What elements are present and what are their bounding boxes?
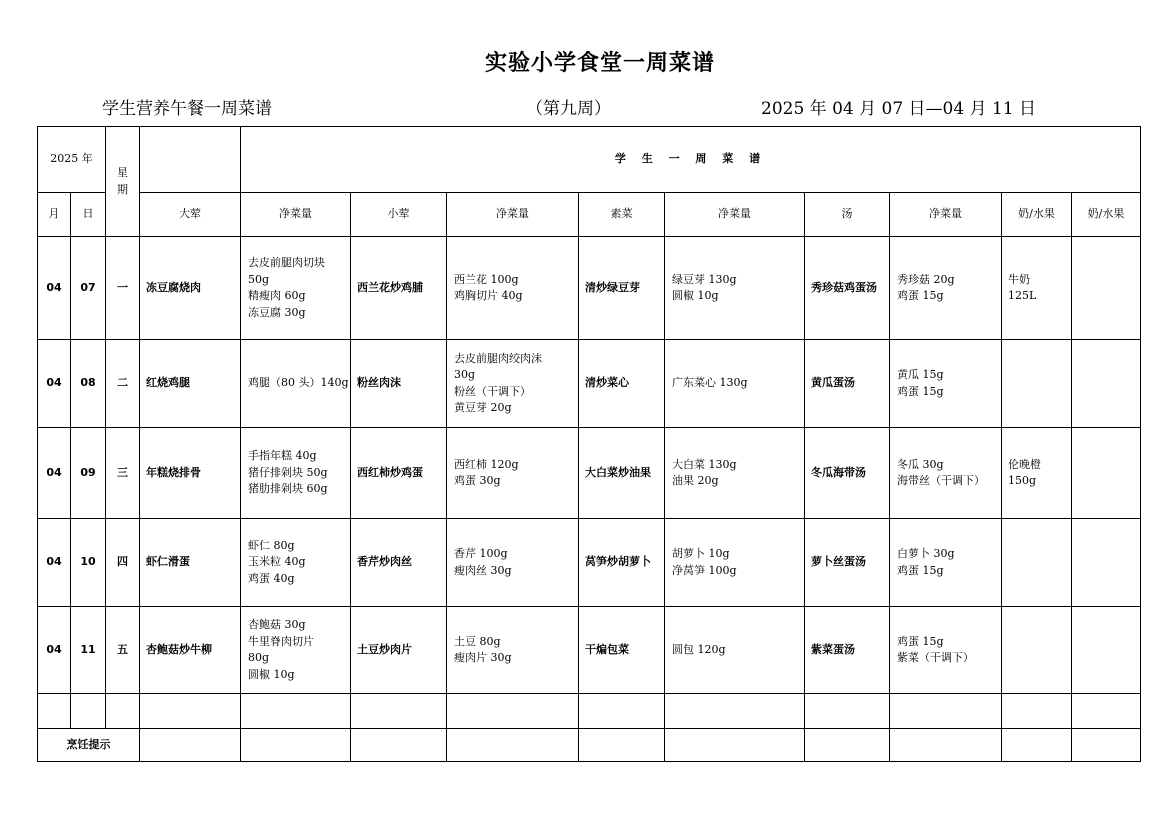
empty-cell	[447, 694, 579, 729]
ingredient-line: 50g	[248, 272, 270, 286]
milk-fruit-cell-2	[1072, 428, 1141, 519]
ingredient-line: 去皮前腿肉切块	[248, 256, 325, 269]
weekday-cell: 二	[106, 340, 140, 428]
ingredient-line: 80g	[248, 651, 270, 664]
ingredient-line: 胡萝卜 10g	[672, 547, 730, 560]
day-header: 日	[71, 193, 106, 237]
ingredient-line: 紫菜（干调下）	[897, 651, 974, 664]
small-dish-cell: 香芹炒肉丝	[351, 519, 447, 607]
month-cell: 04	[38, 519, 71, 607]
weekly-menu-table	[37, 126, 1141, 762]
date-range: 2025 年 04 月 07 日—04 月 11 日	[761, 99, 1037, 119]
soup-net-cell	[890, 237, 1002, 340]
year-header: 2025 年	[38, 127, 106, 193]
net-weight-header-2: 净菜量	[447, 193, 579, 237]
ingredient-line: 猪肋排剁块 60g	[248, 482, 328, 496]
empty-cell	[805, 694, 890, 729]
small-dish-cell: 粉丝肉沫	[351, 340, 447, 428]
veg-net-cell	[665, 607, 805, 694]
main-dish-cell: 红烧鸡腿	[140, 340, 241, 428]
table-row	[38, 428, 1141, 519]
main-net-cell	[241, 428, 351, 519]
ingredient-line: 西兰花 100g	[454, 272, 519, 286]
cooking-tips-cell	[447, 729, 579, 762]
ingredient-line: 黄瓜 15g	[897, 368, 944, 381]
cooking-tips-cell	[1072, 729, 1141, 762]
ingredient-line: 瘦肉片 30g	[454, 651, 512, 664]
soup-header: 汤	[805, 193, 890, 237]
empty-row	[38, 694, 1141, 729]
veg-dish-cell: 干煸包菜	[579, 607, 665, 694]
ingredient-line: 鸡蛋 15g	[897, 289, 944, 302]
ingredient-line: 去皮前腿肉绞肉沫	[454, 351, 542, 365]
net-weight-header-4: 净菜量	[890, 193, 1002, 237]
milk-fruit-cell	[1002, 607, 1072, 694]
day-cell: 07	[71, 237, 106, 340]
ingredient-line: 精瘦肉 60g	[248, 289, 306, 302]
empty-cell	[665, 694, 805, 729]
ingredient-line: 猪仔排剁块 50g	[248, 465, 328, 479]
milk-fruit-cell-2	[1072, 237, 1141, 340]
ingredient-line: 圆椒 10g	[248, 667, 295, 681]
small-net-cell	[447, 428, 579, 519]
soup-dish-cell: 萝卜丝蛋汤	[805, 519, 890, 607]
ingredient-line: 鸡蛋 15g	[897, 563, 944, 577]
milk-fruit-cell-2	[1072, 340, 1141, 428]
milk-fruit-line: 牛奶	[1008, 272, 1030, 286]
veg-net-cell	[665, 237, 805, 340]
empty-cell	[241, 694, 351, 729]
cooking-tips-cell	[351, 729, 447, 762]
blank-header-cell	[140, 127, 241, 193]
header-row-top	[38, 127, 1141, 193]
ingredient-line: 虾仁 80g	[248, 538, 295, 552]
small-dish-cell: 西红柿炒鸡蛋	[351, 428, 447, 519]
weekday-cell: 五	[106, 607, 140, 694]
ingredient-line: 杏鲍菇 30g	[248, 618, 306, 631]
empty-cell	[351, 694, 447, 729]
ingredient-line: 冻豆腐 30g	[248, 305, 306, 319]
main-dish-cell: 冻豆腐烧肉	[140, 237, 241, 340]
soup-dish-cell: 黄瓜蛋汤	[805, 340, 890, 428]
weekday-cell: 三	[106, 428, 140, 519]
day-cell: 11	[71, 607, 106, 694]
main-net-cell	[241, 237, 351, 340]
veg-net-cell	[665, 340, 805, 428]
month-cell: 04	[38, 237, 71, 340]
soup-net-cell	[890, 428, 1002, 519]
milk-fruit-header-2: 奶/水果	[1072, 193, 1141, 237]
ingredient-line: 黄豆芽 20g	[454, 401, 512, 414]
milk-fruit-line: 125L	[1008, 289, 1037, 302]
cooking-tips-label: 烹饪提示	[38, 729, 140, 762]
milk-fruit-cell-2	[1072, 519, 1141, 607]
weekday-header	[106, 127, 140, 237]
month-header: 月	[38, 193, 71, 237]
ingredient-line: 鸡胸切片 40g	[454, 289, 523, 302]
subtitle-left: 学生营养午餐一周菜谱	[102, 99, 272, 119]
month-cell: 04	[38, 428, 71, 519]
cooking-tips-cell	[665, 729, 805, 762]
month-cell: 04	[38, 607, 71, 694]
weekday-label: 星期	[117, 166, 128, 196]
ingredient-line: 瘦肉丝 30g	[454, 563, 512, 577]
day-cell: 09	[71, 428, 106, 519]
vegetable-header: 素菜	[579, 193, 665, 237]
ingredient-line: 鸡蛋 15g	[897, 384, 944, 398]
cooking-tips-cell	[890, 729, 1002, 762]
table-row	[38, 607, 1141, 694]
small-net-cell	[447, 519, 579, 607]
ingredient-line: 土豆 80g	[454, 634, 501, 648]
small-net-cell	[447, 237, 579, 340]
cooking-tips-cell	[241, 729, 351, 762]
veg-dish-cell: 莴笋炒胡萝卜	[579, 519, 665, 607]
empty-cell	[890, 694, 1002, 729]
ingredient-line: 净莴笋 100g	[672, 563, 737, 577]
ingredient-line: 绿豆芽 130g	[672, 272, 737, 286]
soup-dish-cell: 秀珍菇鸡蛋汤	[805, 237, 890, 340]
empty-cell	[38, 694, 71, 729]
small-dish-cell: 西兰花炒鸡脯	[351, 237, 447, 340]
main-net-cell	[241, 607, 351, 694]
empty-cell	[1002, 694, 1072, 729]
small-net-cell	[447, 340, 579, 428]
week-number: （第九周）	[526, 99, 611, 119]
main-dish-cell: 年糕烧排骨	[140, 428, 241, 519]
small-meat-header: 小荤	[351, 193, 447, 237]
ingredient-line: 秀珍菇 20g	[897, 272, 955, 286]
milk-fruit-header-1: 奶/水果	[1002, 193, 1072, 237]
veg-dish-cell: 清炒绿豆芽	[579, 237, 665, 340]
empty-cell	[106, 694, 140, 729]
veg-dish-cell: 清炒菜心	[579, 340, 665, 428]
weekday-cell: 四	[106, 519, 140, 607]
ingredient-line: 鸡蛋 40g	[248, 571, 295, 585]
small-dish-cell: 土豆炒肉片	[351, 607, 447, 694]
veg-dish-cell: 大白菜炒油果	[579, 428, 665, 519]
cooking-tips-cell	[579, 729, 665, 762]
ingredient-line: 圆包 120g	[672, 642, 726, 656]
soup-dish-cell: 冬瓜海带汤	[805, 428, 890, 519]
main-net-cell	[241, 519, 351, 607]
ingredient-line: 牛里脊肉切片	[248, 634, 314, 648]
main-net-cell	[241, 340, 351, 428]
main-dish-cell: 杏鲍菇炒牛柳	[140, 607, 241, 694]
ingredient-line: 西红柿 120g	[454, 457, 519, 471]
menu-banner: 学 生 一 周 菜 谱	[241, 127, 1141, 193]
table-row	[38, 237, 1141, 340]
day-cell: 08	[71, 340, 106, 428]
veg-net-cell	[665, 519, 805, 607]
small-net-cell	[447, 607, 579, 694]
milk-fruit-line: 伦晚橙	[1008, 457, 1041, 471]
ingredient-line: 鸡蛋 15g	[897, 634, 944, 648]
cooking-tips-cell	[1002, 729, 1072, 762]
ingredient-line: 粉丝（干调下）	[454, 384, 531, 398]
cooking-tips-row	[38, 729, 1141, 762]
milk-fruit-cell	[1002, 519, 1072, 607]
soup-net-cell	[890, 519, 1002, 607]
empty-cell	[1072, 694, 1141, 729]
ingredient-line: 广东菜心 130g	[672, 376, 748, 390]
cooking-tips-cell	[805, 729, 890, 762]
ingredient-line: 玉米粒 40g	[248, 555, 306, 569]
empty-cell	[579, 694, 665, 729]
table-row	[38, 340, 1141, 428]
milk-fruit-cell	[1002, 237, 1072, 340]
empty-cell	[71, 694, 106, 729]
ingredient-line: 鸡腿（80 头）140g	[248, 376, 349, 390]
header-row-columns	[38, 193, 1141, 237]
soup-net-cell	[890, 340, 1002, 428]
cooking-tips-cell	[140, 729, 241, 762]
main-dish-cell: 虾仁滑蛋	[140, 519, 241, 607]
table-row	[38, 519, 1141, 607]
net-weight-header-1: 净菜量	[241, 193, 351, 237]
ingredient-line: 白萝卜 30g	[897, 547, 955, 560]
ingredient-line: 海带丝（干调下）	[897, 474, 985, 487]
ingredient-line: 香芹 100g	[454, 547, 508, 560]
net-weight-header-3: 净菜量	[665, 193, 805, 237]
ingredient-line: 30g	[454, 368, 476, 381]
milk-fruit-cell	[1002, 428, 1072, 519]
weekday-cell: 一	[106, 237, 140, 340]
ingredient-line: 冬瓜 30g	[897, 457, 944, 471]
soup-dish-cell: 紫菜蛋汤	[805, 607, 890, 694]
month-cell: 04	[38, 340, 71, 428]
main-meat-header: 大荤	[140, 193, 241, 237]
empty-cell	[140, 694, 241, 729]
page-title: 实验小学食堂一周菜谱	[484, 50, 715, 76]
ingredient-line: 油果 20g	[672, 474, 719, 487]
milk-fruit-line: 150g	[1008, 474, 1037, 487]
veg-net-cell	[665, 428, 805, 519]
ingredient-line: 鸡蛋 30g	[454, 474, 501, 487]
soup-net-cell	[890, 607, 1002, 694]
ingredient-line: 大白菜 130g	[672, 457, 737, 471]
milk-fruit-cell-2	[1072, 607, 1141, 694]
milk-fruit-cell	[1002, 340, 1072, 428]
ingredient-line: 圆椒 10g	[672, 289, 719, 302]
ingredient-line: 手指年糕 40g	[248, 449, 317, 463]
day-cell: 10	[71, 519, 106, 607]
